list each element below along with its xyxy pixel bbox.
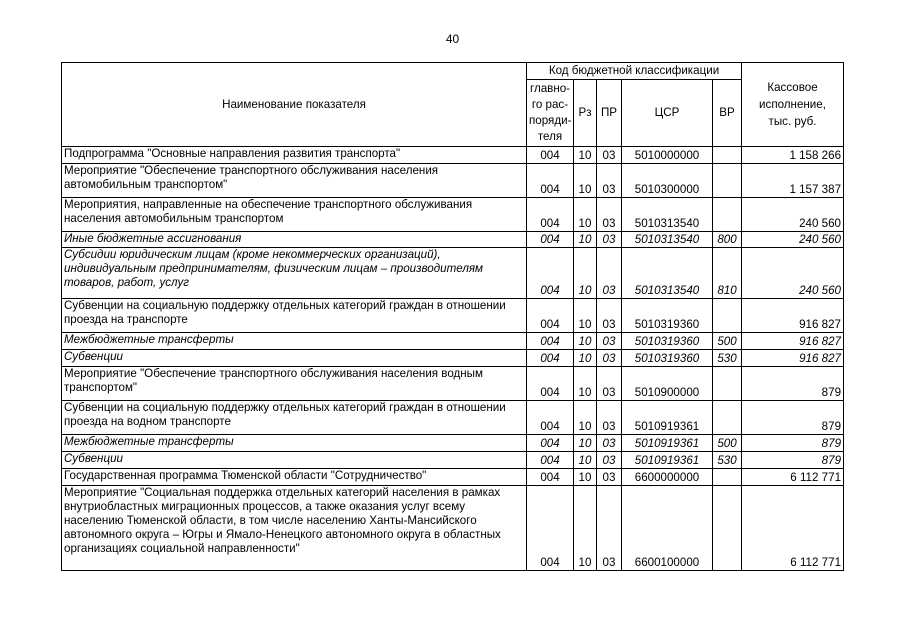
header-vr: ВР <box>713 80 742 147</box>
row-name: Мероприятие "Социальная поддержка отдельных категорий населения в рамках внутриобластных миграционных процессов, а также оказания услуг всему населению Тюменской области, в том числе населению Ханты-Мансийского автономного округа – Югры и Ямало-Ненецкого автономного округа в областных организациях социальной направленности" <box>62 486 527 571</box>
row-vr: 530 <box>713 452 742 469</box>
row-pr: 03 <box>597 248 622 299</box>
row-pr: 03 <box>597 469 622 486</box>
row-vr <box>713 299 742 333</box>
header-csr: ЦСР <box>622 80 713 147</box>
row-amount: 6 112 771 <box>742 469 844 486</box>
header-amount <box>742 63 844 147</box>
row-vr <box>713 367 742 401</box>
row-csr: 5010319360 <box>622 350 713 367</box>
header-amount-text: Кассовое исполнение, тыс. руб. <box>759 81 826 128</box>
row-pr: 03 <box>597 452 622 469</box>
row-name: Государственная программа Тюменской области "Сотрудничество" <box>62 469 527 486</box>
row-rz: 10 <box>574 452 597 469</box>
table-row <box>62 469 844 486</box>
row-vr: 810 <box>713 248 742 299</box>
header-budget-code-group: Код бюджетной классификации <box>527 63 742 80</box>
table-row <box>62 147 844 164</box>
row-csr: 6600000000 <box>622 469 713 486</box>
row-rz: 10 <box>574 333 597 350</box>
row-glavny: 004 <box>527 469 574 486</box>
row-name: Субвенции на социальную поддержку отдельных категорий граждан в отношении проезда на транспорте <box>62 299 527 333</box>
row-amount: 916 827 <box>742 333 844 350</box>
header-pr: ПР <box>597 80 622 147</box>
row-rz: 10 <box>574 350 597 367</box>
row-pr: 03 <box>597 486 622 571</box>
row-rz: 10 <box>574 232 597 248</box>
row-rz: 10 <box>574 486 597 571</box>
row-amount: 240 560 <box>742 232 844 248</box>
header-name: Наименование показателя <box>62 63 527 147</box>
row-amount: 879 <box>742 435 844 452</box>
row-name: Подпрограмма "Основные направления развития транспорта" <box>62 147 527 164</box>
row-pr: 03 <box>597 350 622 367</box>
header-glavny-text: главно- го рас- поряди- теля <box>529 82 572 143</box>
header-glavny <box>527 80 574 147</box>
row-glavny: 004 <box>527 299 574 333</box>
row-pr: 03 <box>597 299 622 333</box>
table-row <box>62 452 844 469</box>
row-vr <box>713 486 742 571</box>
row-glavny: 004 <box>527 198 574 232</box>
row-glavny: 004 <box>527 401 574 435</box>
row-pr: 03 <box>597 147 622 164</box>
row-glavny: 004 <box>527 486 574 571</box>
row-glavny: 004 <box>527 248 574 299</box>
row-vr: 800 <box>713 232 742 248</box>
row-amount: 240 560 <box>742 198 844 232</box>
row-vr <box>713 469 742 486</box>
header-rz: Рз <box>574 80 597 147</box>
row-name: Субвенции на социальную поддержку отдельных категорий граждан в отношении проезда на водном транспорте <box>62 401 527 435</box>
row-csr: 5010919361 <box>622 401 713 435</box>
row-csr: 5010919361 <box>622 452 713 469</box>
row-csr: 5010919361 <box>622 435 713 452</box>
row-vr: 530 <box>713 350 742 367</box>
row-name: Субвенции <box>62 452 527 469</box>
row-amount: 879 <box>742 367 844 401</box>
table-row <box>62 435 844 452</box>
row-pr: 03 <box>597 232 622 248</box>
budget-table <box>61 62 844 571</box>
row-name: Межбюджетные трансферты <box>62 435 527 452</box>
row-glavny: 004 <box>527 452 574 469</box>
row-rz: 10 <box>574 164 597 198</box>
table-row <box>62 299 844 333</box>
row-pr: 03 <box>597 401 622 435</box>
page-number: 40 <box>445 32 460 46</box>
row-pr: 03 <box>597 367 622 401</box>
row-rz: 10 <box>574 147 597 164</box>
table-row <box>62 350 844 367</box>
row-rz: 10 <box>574 401 597 435</box>
row-vr <box>713 164 742 198</box>
row-vr: 500 <box>713 333 742 350</box>
table-row <box>62 232 844 248</box>
table-row <box>62 367 844 401</box>
row-name: Мероприятие "Обеспечение транспортного обслуживания населения водным транспортом" <box>62 367 527 401</box>
row-pr: 03 <box>597 333 622 350</box>
table-body <box>62 147 844 571</box>
row-vr <box>713 147 742 164</box>
table-row <box>62 164 844 198</box>
row-name: Субсидии юридическим лицам (кроме некоммерческих организаций), индивидуальным предпринимателям, физическим лицам – производителям товаров, работ, услуг <box>62 248 527 299</box>
row-rz: 10 <box>574 299 597 333</box>
row-csr: 5010000000 <box>622 147 713 164</box>
table-header <box>62 63 844 147</box>
row-name: Субвенции <box>62 350 527 367</box>
row-csr: 5010319360 <box>622 333 713 350</box>
row-rz: 10 <box>574 248 597 299</box>
row-rz: 10 <box>574 469 597 486</box>
row-amount: 6 112 771 <box>742 486 844 571</box>
row-pr: 03 <box>597 198 622 232</box>
row-vr: 500 <box>713 435 742 452</box>
row-vr <box>713 401 742 435</box>
row-glavny: 004 <box>527 232 574 248</box>
row-csr: 5010313540 <box>622 198 713 232</box>
table-row <box>62 486 844 571</box>
row-amount: 879 <box>742 452 844 469</box>
row-amount: 879 <box>742 401 844 435</box>
row-glavny: 004 <box>527 350 574 367</box>
row-name: Иные бюджетные ассигнования <box>62 232 527 248</box>
table-row <box>62 198 844 232</box>
row-rz: 10 <box>574 435 597 452</box>
row-glavny: 004 <box>527 333 574 350</box>
table-row <box>62 401 844 435</box>
row-pr: 03 <box>597 164 622 198</box>
row-vr <box>713 198 742 232</box>
row-csr: 5010313540 <box>622 232 713 248</box>
row-rz: 10 <box>574 198 597 232</box>
row-name: Межбюджетные трансферты <box>62 333 527 350</box>
row-glavny: 004 <box>527 435 574 452</box>
row-glavny: 004 <box>527 164 574 198</box>
row-amount: 240 560 <box>742 248 844 299</box>
table-row <box>62 248 844 299</box>
row-amount: 1 158 266 <box>742 147 844 164</box>
row-name: Мероприятия, направленные на обеспечение транспортного обслуживания населения автомобильным транспортом <box>62 198 527 232</box>
row-glavny: 004 <box>527 367 574 401</box>
row-name: Мероприятие "Обеспечение транспортного обслуживания населения автомобильным транспортом" <box>62 164 527 198</box>
row-pr: 03 <box>597 435 622 452</box>
row-csr: 5010300000 <box>622 164 713 198</box>
row-csr: 5010313540 <box>622 248 713 299</box>
row-glavny: 004 <box>527 147 574 164</box>
row-csr: 5010900000 <box>622 367 713 401</box>
row-amount: 916 827 <box>742 350 844 367</box>
row-csr: 6600100000 <box>622 486 713 571</box>
row-csr: 5010319360 <box>622 299 713 333</box>
row-amount: 1 157 387 <box>742 164 844 198</box>
row-amount: 916 827 <box>742 299 844 333</box>
table-row <box>62 333 844 350</box>
row-rz: 10 <box>574 367 597 401</box>
